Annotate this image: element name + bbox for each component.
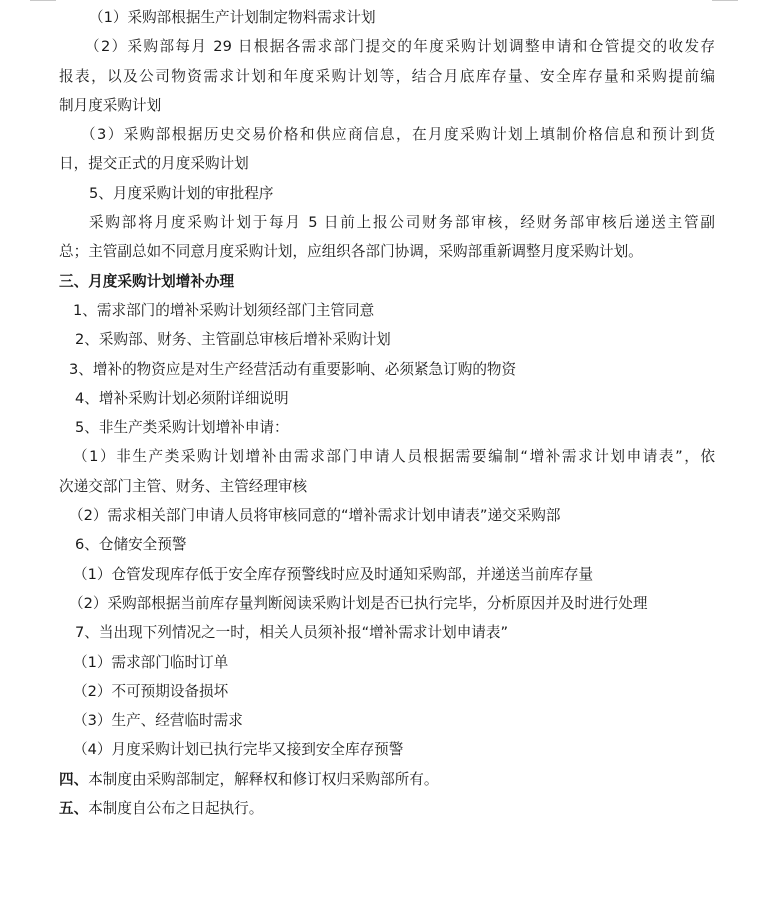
text-line: 1、需求部门的增补采购计划须经部门主管同意 (73, 301, 375, 319)
text-line: （2）不可预期设备损坏 (73, 682, 229, 700)
text-line: 制月度采购计划 (59, 96, 162, 114)
text-line: 6、仓储安全预警 (75, 536, 187, 554)
clause-number: 四、 (59, 770, 89, 788)
text-line: 次递交部门主管、财务、主管经理审核 (59, 477, 308, 495)
text-line: （1）需求部门临时订单 (73, 653, 229, 671)
page-corner-mark-right (712, 0, 738, 1)
text-line: 5、月度采购计划的审批程序 (89, 184, 274, 202)
text-line: （1）采购部根据生产计划制定物料需求计划 (89, 9, 376, 26)
text-line: （1）非生产类采购计划增补由需求部门申请人员根据需要编制“增补需求计划申请表”，依 (73, 448, 715, 466)
closing-clause (59, 765, 715, 794)
text-line: 2、采购部、财务、主管副总审核后增补采购计划 (75, 331, 391, 349)
text-line: （2）采购部每月 29 日根据各需求部门提交的年度采购计划调整申请和仓管提交的收发存 (85, 38, 715, 56)
text-line: 日，提交正式的月度采购计划 (59, 155, 249, 173)
paragraph-lines (59, 3, 715, 765)
text-line: 4、增补采购计划必须附详细说明 (75, 389, 289, 407)
section-heading: 三、月度采购计划增补办理 (59, 272, 235, 290)
text-line: 采购部将月度采购计划于每月 5 日前上报公司财务部审核，经财务部审核后递送主管副 (89, 214, 715, 232)
text-line: 3、增补的物资应是对生产经营活动有重要影响、必须紧急订购的物资 (69, 360, 517, 378)
text-line: 总；主管副总如不同意月度采购计划，应组织各部门协调，采购部重新调整月度采购计划。 (59, 243, 643, 261)
text-line: （4）月度采购计划已执行完毕又接到安全库存预警 (73, 741, 404, 759)
closing-clause (59, 794, 715, 823)
text-line: （3）采购部根据历史交易价格和供应商信息，在月度采购计划上填制价格信息和预计到货 (81, 126, 715, 144)
text-line: 5、非生产类采购计划增补申请： (75, 419, 289, 437)
text-line: 7、当出现下列情况之一时，相关人员须补报“增补需求计划申请表” (75, 624, 509, 642)
clause-text: 本制度由采购部制定，解释权和修订权归采购部所有。 (88, 770, 439, 788)
closing-clauses (59, 765, 715, 824)
clause-number: 五、 (59, 800, 89, 818)
text-line: （2）需求相关部门申请人员将审核同意的“增补需求计划申请表”递交采购部 (69, 507, 561, 525)
text-line: 报表，以及公司物资需求计划和年度采购计划等，结合月底库存量、安全库存量和采购提前编 (59, 67, 715, 85)
text-line: （1）仓管发现库存低于安全库存预警线时应及时通知采购部，并递送当前库存量 (73, 565, 594, 583)
document-body (59, 3, 715, 823)
clause-text: 本制度自公布之日起执行。 (88, 800, 264, 818)
page-corner-mark-left (30, 0, 56, 1)
text-line: （3）生产、经营临时需求 (73, 712, 243, 730)
text-line: （2）采购部根据当前库存量判断阅读采购计划是否已执行完毕，分析原因并及时进行处理 (69, 594, 648, 612)
